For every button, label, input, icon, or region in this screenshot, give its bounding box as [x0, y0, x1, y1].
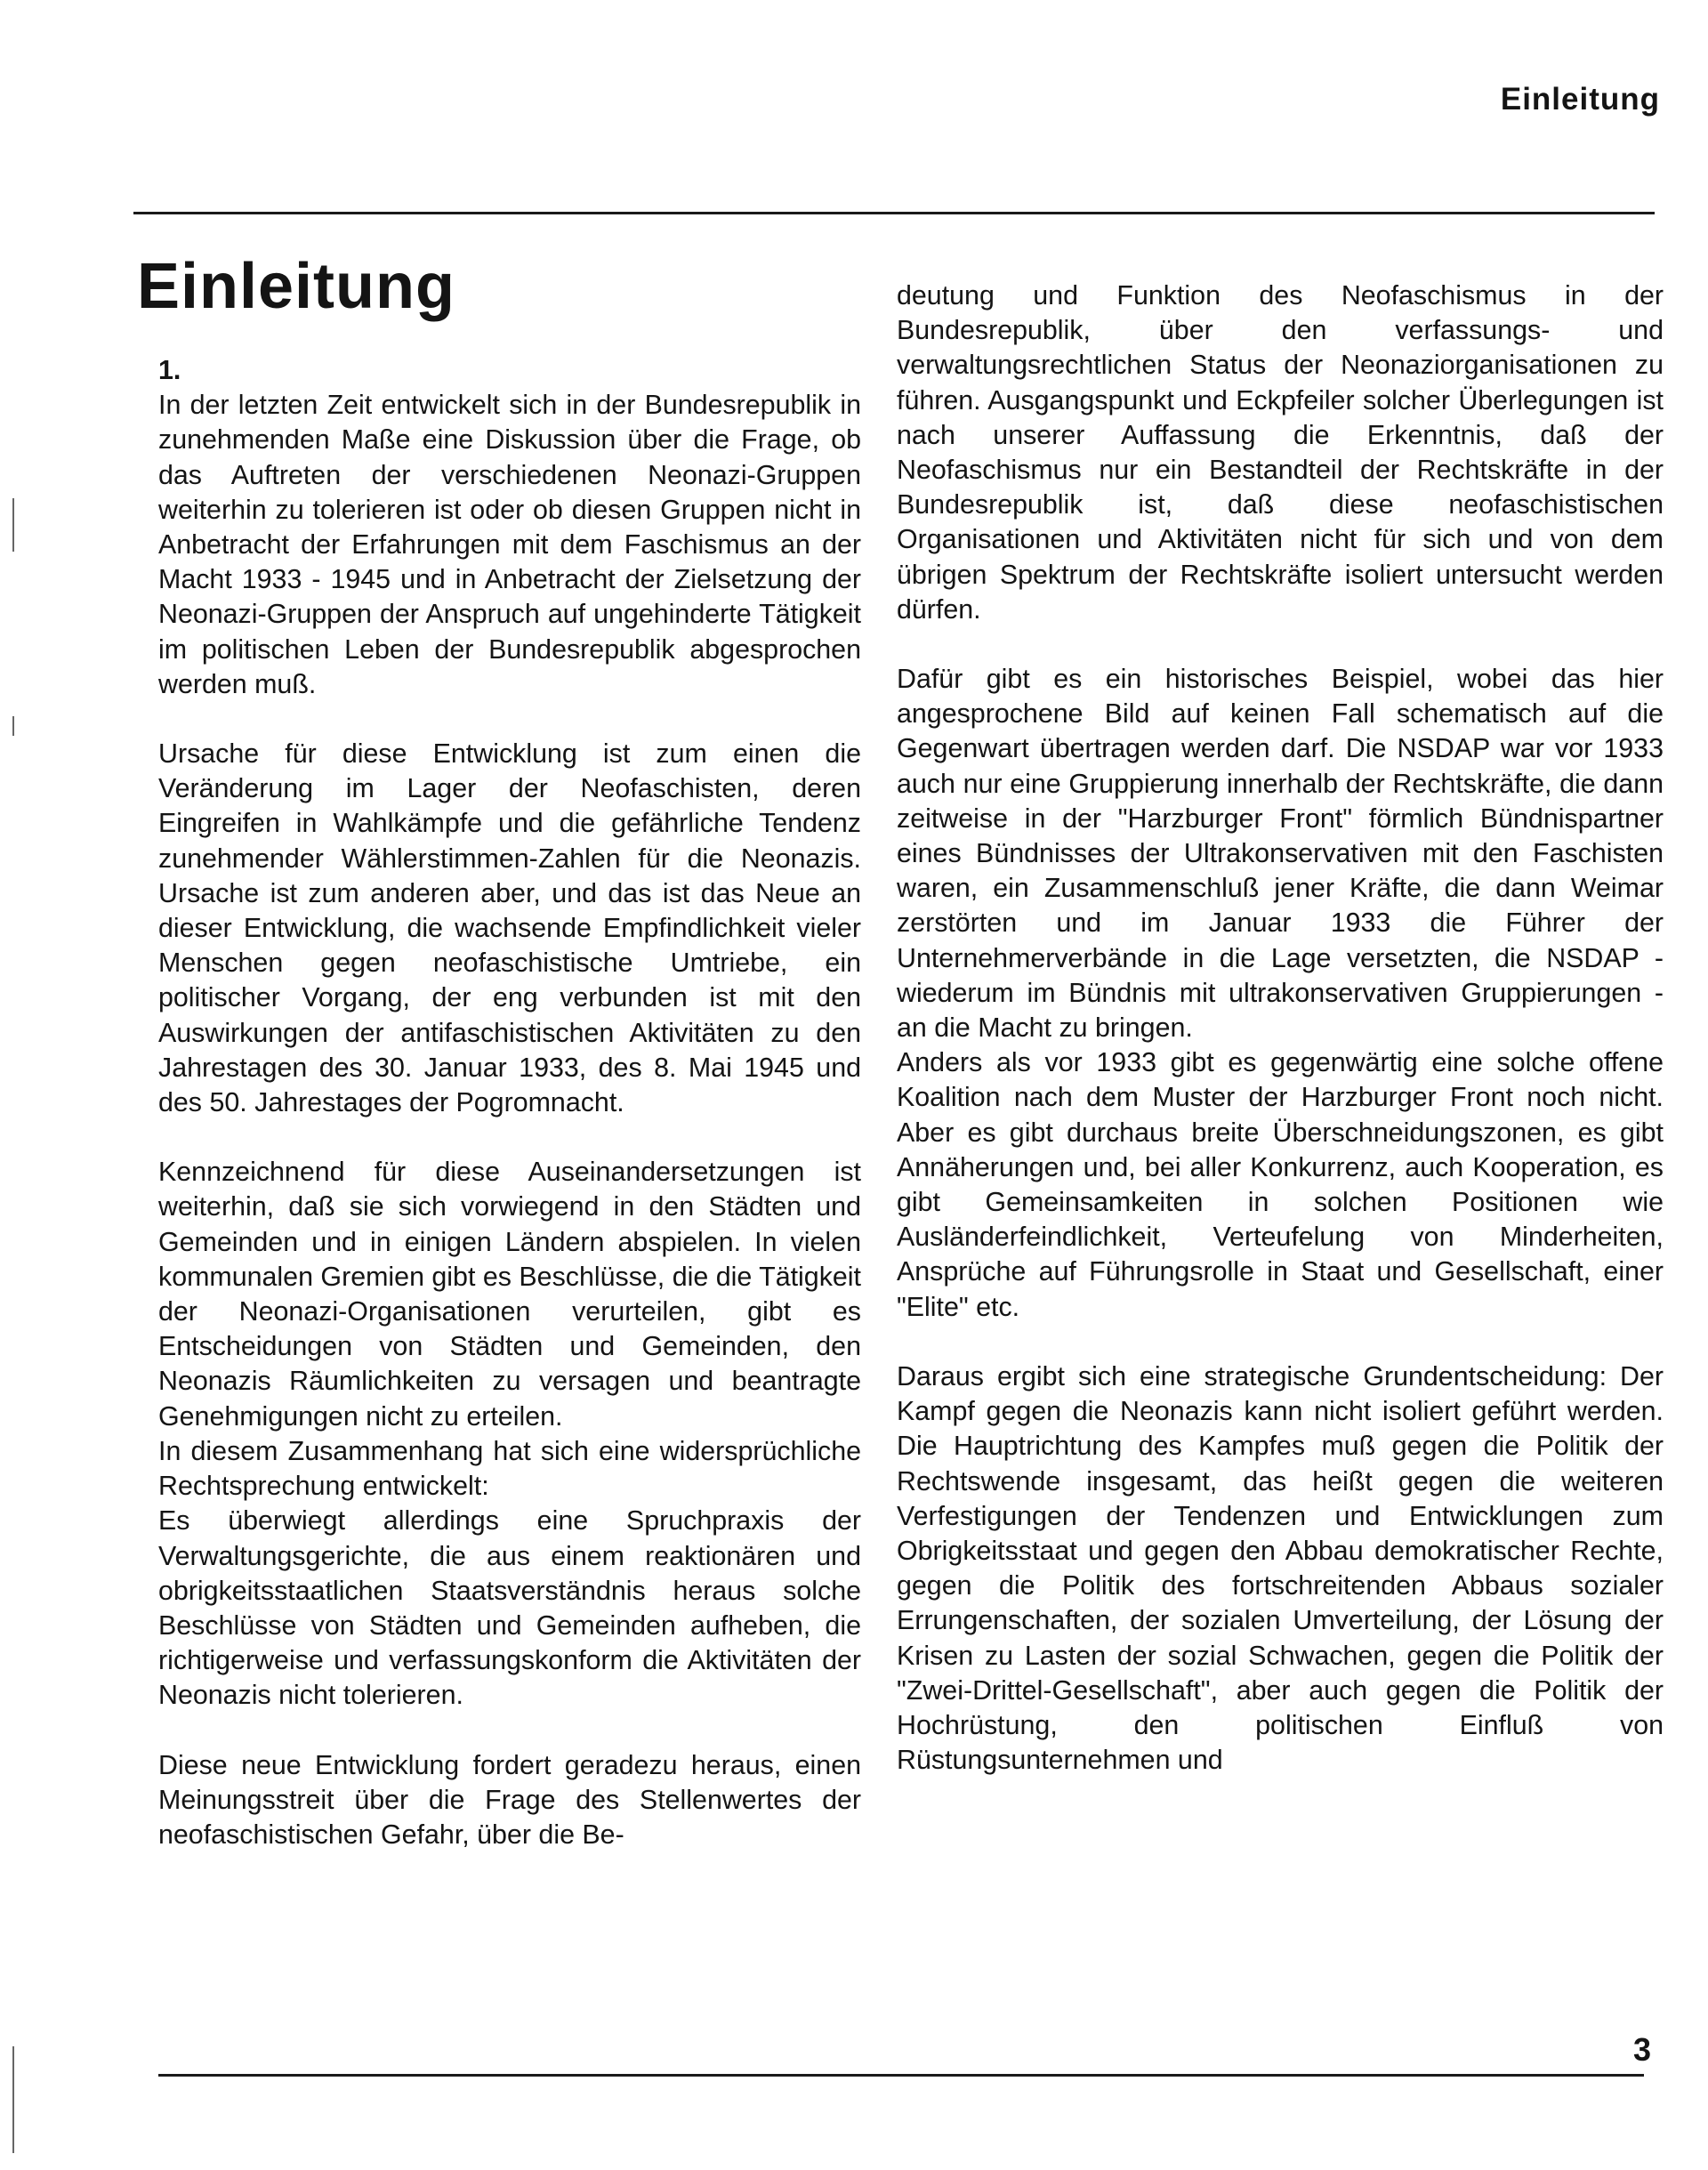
paragraph: In diesem Zusammenhang hat sich eine widersprüchliche Rechtsprechung entwickelt: [158, 1435, 861, 1502]
page-number: 3 [1633, 2031, 1652, 2068]
paragraph: Kennzeichnend für diese Auseinandersetzungen ist weiterhin, daß sie sich vorwiegend in den Städten und Gemeinden und in einigen Ländern abspielen. In vielen kommunalen Gremien gibt es Beschlüsse, die die Tätigkeit der Neonazi-Organisationen verurteilen, gibt es Entscheidungen von Städten und Gemeinden, den Neonazis Räumlichkeiten zu versagen und beantragte Genehmigungen nicht zu erteilen. [158, 1157, 861, 1432]
paragraph: Ursache für diese Entwicklung ist zum einen die Veränderung im Lager der Neofaschisten, deren Eingreifen in Wahlkämpfe und die gefährliche Tendenz zunehmender Wählerstimmen-Zahlen für die Neonazis. Ursache ist zum anderen aber, und das ist das Neue an dieser Entwicklung, die wachsende Empfindlichkeit vieler Menschen gegen neofaschistische Umtriebe, ein politischer Vorgang, der eng verbunden ist mit den Auswirkungen der antifaschistischen Aktivitäten zu den Jahrestagen des 30. Januar 1933, des 8. Mai 1945 und des 50. Jahrestages der Pogromnacht. [158, 738, 861, 1118]
paragraph: deutung und Funktion des Neofaschismus in der Bundesrepublik, über den verfassungs- und verwaltungsrechtlichen Status der Neonaziorganisationen zu führen. Ausgangspunkt und Eckpfeiler solcher Überlegungen ist nach unserer Auffassung die Erkenntnis, daß der Neofaschismus nur ein Bestandteil der Rechtskräfte in der Bundesrepublik ist, daß diese neofaschistischen Organisationen und Aktivitäten nicht für sich und von dem übrigen Spektrum der Rechtskräfte isoliert untersucht werden dürfen. [897, 280, 1664, 625]
paragraph: In der letzten Zeit entwickelt sich in der Bundesrepublik in zunehmenden Maße eine Diskussion über die Frage, ob das Auftreten der verschiedenen Neonazi-Gruppen weiterhin zu tolerieren ist oder ob diesen Gruppen nicht in Anbetracht der Erfahrungen mit dem Faschismus an der Macht 1933 - 1945 und in Anbetracht der Zielsetzung der Neonazi-Gruppen der Anspruch auf ungehinderte Tätigkeit im politischen Leben der Bundesrepublik abgesprochen werden muß. [158, 390, 861, 699]
scan-margin-mark [12, 2046, 14, 2153]
paragraph: Anders als vor 1933 gibt es gegenwärtig eine solche offene Koalition nach dem Muster der Harzburger Front noch nicht. Aber es gibt durchaus breite Überschneidungszonen, es gibt Annäherungen und, bei aller Konkurrenz, auch Kooperation, es gibt Gemeinsamkeiten in solchen Positionen wie Ausländerfeindlichkeit, Verteufelung von Minderheiten, Ansprüche auf Führungsrolle in Staat und Gesellschaft, einer "Elite" etc. [897, 1047, 1664, 1322]
paragraph: Diese neue Entwicklung fordert geradezu heraus, einen Meinungsstreit über die Frage des Stellenwertes der neofaschistischen Gefahr, über die Be- [158, 1749, 861, 1850]
right-column [897, 278, 1664, 1778]
scan-margin-mark [12, 716, 14, 736]
paragraph: Es überwiegt allerdings eine Spruchpraxis der Verwaltungsgerichte, die aus einem reaktionären und obrigkeitsstaatlichen Staatsverständnis heraus solche Beschlüsse von Städten und Gemeinden aufheben, die richtigerweise und verfassungskonform die Aktivitäten der Neonazis nicht tolerieren. [158, 1505, 861, 1711]
footer-rule [158, 2074, 1644, 2077]
paragraph: Dafür gibt es ein historisches Beispiel, wobei das hier angesprochene Bild auf keinen Fall schematisch auf die Gegenwart übertragen werden darf. Die NSDAP war vor 1933 auch nur eine Gruppierung innerhalb der Rechtskräfte, die dann zeitweise in der "Harzburger Front" förmlich Bündnispartner eines Bündnisses der Ultrakonservativen mit den Faschisten waren, ein Zusammenschluß jener Kräfte, die dann Weimar zerstörten und im Januar 1933 die Führer der Unternehmerverbände in die Lage versetzten, die NSDAP - wiederum im Bündnis mit ultrakonservativen Gruppierungen - an die Macht zu bringen. [897, 664, 1664, 1044]
running-header: Einleitung [1500, 82, 1660, 117]
section-number: 1. [158, 355, 181, 385]
paragraph: Daraus ergibt sich eine strategische Grundentscheidung: Der Kampf gegen die Neonazis kann nicht isoliert geführt werden. Die Hauptrichtung des Kampfes muß gegen die Politik der Rechtswende insgesamt, das heißt gegen die weiteren Verfestigungen der Tendenzen und Entwicklungen zum Obrigkeitsstaat und gegen den Abbau demokratischer Rechte, gegen die Politik des fortschreitenden Abbaus sozialer Errungenschaften, der sozialen Umverteilung, der Lösung der Krisen zu Lasten der sozial Schwachen, gegen die Politik der "Zwei-Drittel-Gesellschaft", aber auch gegen die Politik der Hochrüstung, den politischen Einfluß von Rüstungsunternehmen und [897, 1360, 1664, 1776]
header-rule [133, 212, 1655, 214]
scan-margin-mark [12, 498, 14, 552]
left-column [158, 353, 861, 1852]
page-title: Einleitung [137, 251, 455, 322]
